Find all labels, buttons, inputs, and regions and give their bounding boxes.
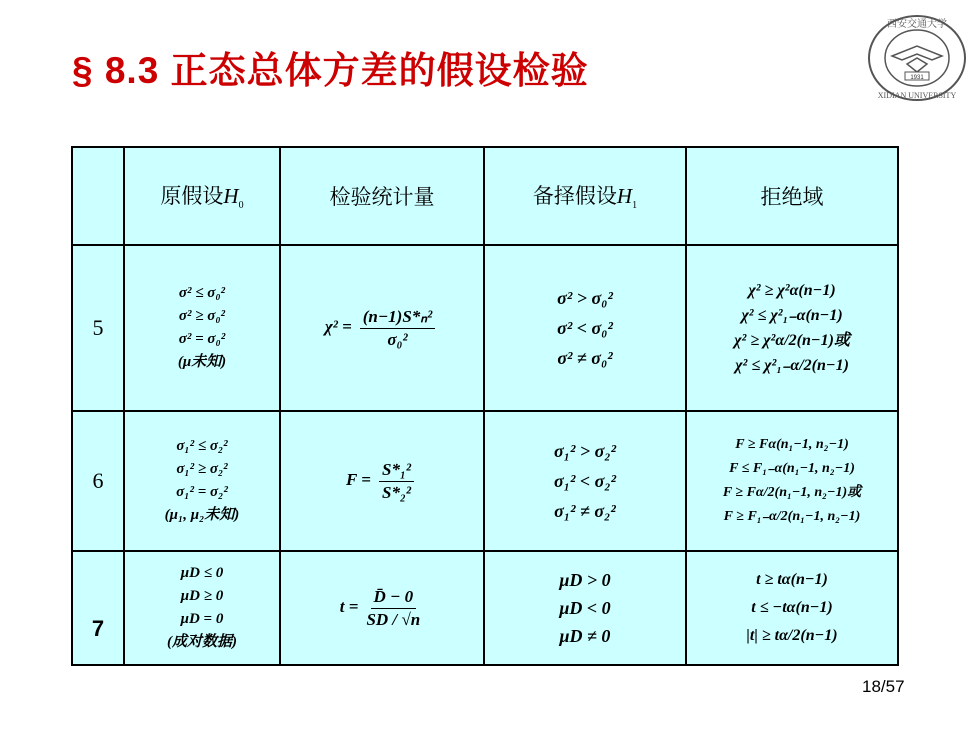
rejection-cell [686, 551, 898, 665]
table-row [72, 411, 898, 551]
svg-text:XIDIAN UNIVERSITY: XIDIAN UNIVERSITY [877, 91, 957, 100]
row-number: 7 [72, 551, 124, 665]
h1-cell [484, 411, 686, 551]
h0-cell [124, 551, 280, 665]
h1-cell [484, 245, 686, 411]
h1-line: μD < 0 [559, 598, 611, 618]
statistic-lhs: χ² = [324, 316, 352, 336]
hypothesis-test-table [71, 146, 899, 666]
svg-text:西安交通大学: 西安交通大学 [887, 19, 947, 30]
rejection-cell [686, 245, 898, 411]
rejection-line: χ² ≤ χ²₁₋α/2(n−1) [735, 357, 849, 374]
h0-cell [124, 411, 280, 551]
header-cell-h1: 备择假设$H_1$ [484, 147, 686, 245]
h0-line: σ₁² = σ₂² [176, 484, 228, 500]
h0-line: σ² = σ₀² [178, 331, 226, 347]
statistic-cell [280, 245, 484, 411]
h0-note: (μ未知) [177, 354, 227, 370]
rejection-line: t ≥ tα(n−1) [756, 571, 828, 588]
statistic-fraction [360, 307, 435, 350]
statistic-numerator: D̄ − 0 [371, 587, 417, 609]
slide-title: § 8.3 正态总体方差的假设检验 [72, 50, 589, 91]
rejection-line: F ≥ Fα(n₁−1, n₂−1) [735, 437, 849, 452]
statistic-numerator: (n−1)S*ₙ² [360, 307, 435, 329]
statistic-cell [280, 411, 484, 551]
h0-line: σ₁² ≤ σ₂² [176, 438, 228, 454]
rejection-line: χ² ≤ χ²₁₋α(n−1) [741, 307, 843, 324]
header-cell-h0: 原假设$H_0$ [124, 147, 280, 245]
h0-note: (μ₁, μ₂未知) [164, 507, 240, 523]
h0-cell [124, 245, 280, 411]
rejection-line: F ≥ Fα/2(n₁−1, n₂−1)或 [722, 485, 862, 500]
university-logo [862, 12, 972, 104]
statistic-cell [280, 551, 484, 665]
rejection-cell [686, 411, 898, 551]
h1-line: σ² > σ₀² [557, 288, 613, 308]
rejection-line: χ² ≥ χ²α/2(n−1)或 [734, 332, 850, 349]
h0-line: μD ≥ 0 [180, 588, 224, 604]
h1-line: σ₁² > σ₂² [553, 441, 616, 461]
h0-line: σ₁² ≥ σ₂² [176, 461, 228, 477]
statistic-fraction [366, 587, 420, 630]
h1-line: σ₁² < σ₂² [553, 471, 616, 491]
row-number: 6 [72, 411, 124, 551]
h1-line: σ₁² ≠ σ₂² [554, 501, 616, 521]
h1-line: σ² < σ₀² [557, 318, 613, 338]
table-row [72, 551, 898, 665]
h0-line: μD = 0 [180, 611, 224, 627]
h1-line: σ² ≠ σ₀² [557, 348, 613, 368]
rejection-line: |t| ≥ tα/2(n−1) [746, 627, 838, 644]
page-number: 18/57 [862, 677, 905, 696]
rejection-line: t ≤ −tα(n−1) [751, 599, 833, 616]
statistic-denominator: SD / √n [366, 609, 421, 629]
h1-line: μD ≠ 0 [559, 626, 611, 646]
rejection-line: F ≤ F₁₋α(n₁−1, n₂−1) [729, 461, 855, 476]
table-header-row [72, 147, 898, 245]
statistic-denominator: σ₀² [387, 329, 408, 349]
statistic-lhs: t = [339, 596, 359, 616]
table-row [72, 245, 898, 411]
rejection-line: χ² ≥ χ²α(n−1) [748, 282, 836, 299]
header-cell-statistic: 检验统计量 [280, 147, 484, 245]
header-cell-index [72, 147, 124, 245]
header-cell-rejection-region: 拒绝域 [686, 147, 898, 245]
h0-note: (成对数据) [167, 634, 237, 650]
h0-line: σ² ≥ σ₀² [178, 308, 226, 324]
statistic-denominator: S*₂² [381, 482, 411, 502]
rejection-line: F ≥ F₁₋α/2(n₁−1, n₂−1) [723, 509, 861, 524]
h0-line: μD ≤ 0 [180, 565, 224, 581]
statistic-numerator: S*₁² [379, 460, 414, 482]
row-number: 5 [72, 245, 124, 411]
h1-cell [484, 551, 686, 665]
h1-line: μD > 0 [559, 570, 611, 590]
svg-text:1931: 1931 [910, 75, 924, 81]
statistic-fraction [379, 460, 414, 503]
statistic-lhs: F = [346, 469, 371, 489]
h0-line: σ² ≤ σ₀² [178, 285, 226, 301]
